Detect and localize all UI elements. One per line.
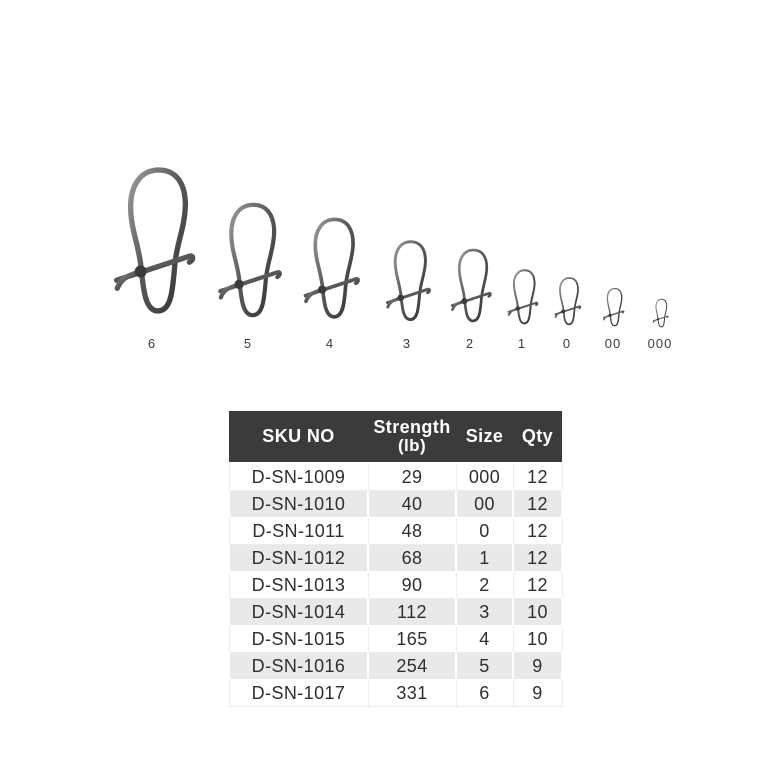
- qty-cell: 10: [513, 626, 562, 653]
- snap-clip-icon: [448, 247, 492, 331]
- snap-item-size-3: [383, 238, 431, 352]
- snap-clip-icon: [651, 298, 668, 331]
- qty-cell: 12: [513, 518, 562, 545]
- size-cell: 5: [456, 653, 513, 680]
- sku-cell: D-SN-1010: [229, 491, 368, 518]
- snap-item-size-4: [300, 215, 360, 352]
- column-header-size: Size: [456, 411, 513, 463]
- snap-size-label: 2: [465, 336, 475, 351]
- size-cell: 4: [456, 626, 513, 653]
- table-row: [229, 518, 562, 545]
- qty-cell: 12: [513, 491, 562, 518]
- snap-clip-icon: [553, 276, 582, 331]
- size-cell: 3: [456, 599, 513, 626]
- snap-clip-icon: [602, 287, 625, 331]
- sku-cell: D-SN-1014: [229, 599, 368, 626]
- snap-item-size-2: [448, 247, 492, 352]
- snap-size-label: 00: [604, 336, 622, 351]
- snap-size-label: 000: [647, 336, 673, 351]
- sku-cell: D-SN-1012: [229, 545, 368, 572]
- strength-cell: 68: [368, 545, 456, 572]
- column-header-sku-no: SKU NO: [229, 411, 368, 463]
- snap-size-label: 1: [517, 336, 527, 351]
- strength-cell: 48: [368, 518, 456, 545]
- table-row: [229, 572, 562, 599]
- size-cell: 1: [456, 545, 513, 572]
- qty-cell: 12: [513, 572, 562, 599]
- qty-cell: 12: [513, 545, 562, 572]
- sku-cell: D-SN-1017: [229, 680, 368, 707]
- table-row: [229, 599, 562, 626]
- sku-cell: D-SN-1015: [229, 626, 368, 653]
- strength-cell: 254: [368, 653, 456, 680]
- snap-size-label: 6: [147, 336, 157, 351]
- sku-cell: D-SN-1013: [229, 572, 368, 599]
- snap-size-label: 4: [325, 336, 335, 351]
- snap-item-size-00: [602, 287, 625, 352]
- size-cell: 0: [456, 518, 513, 545]
- strength-cell: 165: [368, 626, 456, 653]
- snap-size-label: 3: [402, 336, 412, 351]
- snap-clip-icon: [214, 200, 282, 331]
- table-row: [229, 680, 562, 707]
- table-row: [229, 626, 562, 653]
- column-header-qty: Qty: [513, 411, 562, 463]
- size-cell: 2: [456, 572, 513, 599]
- snap-item-size-6: [109, 164, 196, 352]
- snap-size-label: 0: [562, 336, 572, 351]
- snap-clip-icon: [300, 215, 360, 331]
- qty-cell: 10: [513, 599, 562, 626]
- snap-clip-icon: [506, 268, 539, 331]
- snap-size-illustration: [0, 150, 782, 352]
- qty-cell: 12: [513, 463, 562, 491]
- snap-size-label: 5: [243, 336, 253, 351]
- sku-cell: D-SN-1016: [229, 653, 368, 680]
- size-cell: 6: [456, 680, 513, 707]
- column-header-strength: Strength (lb): [368, 411, 456, 463]
- qty-cell: 9: [513, 653, 562, 680]
- size-cell: 000: [456, 463, 513, 491]
- snap-item-size-1: [506, 268, 539, 352]
- snap-clip-icon: [383, 238, 431, 331]
- table-row: [229, 545, 562, 572]
- snap-item-size-000: [648, 298, 673, 352]
- size-cell: 00: [456, 491, 513, 518]
- snap-item-size-0: [553, 276, 582, 352]
- snap-item-size-5: [214, 200, 282, 352]
- snap-clip-icon: [109, 164, 196, 331]
- strength-cell: 90: [368, 572, 456, 599]
- sku-cell: D-SN-1011: [229, 518, 368, 545]
- qty-cell: 9: [513, 680, 562, 707]
- table-header-row: [229, 411, 562, 463]
- strength-cell: 29: [368, 463, 456, 491]
- sku-cell: D-SN-1009: [229, 463, 368, 491]
- strength-cell: 112: [368, 599, 456, 626]
- table-row: [229, 653, 562, 680]
- strength-cell: 40: [368, 491, 456, 518]
- table-row: [229, 463, 562, 491]
- strength-cell: 331: [368, 680, 456, 707]
- table-row: [229, 491, 562, 518]
- spec-table: [228, 411, 563, 707]
